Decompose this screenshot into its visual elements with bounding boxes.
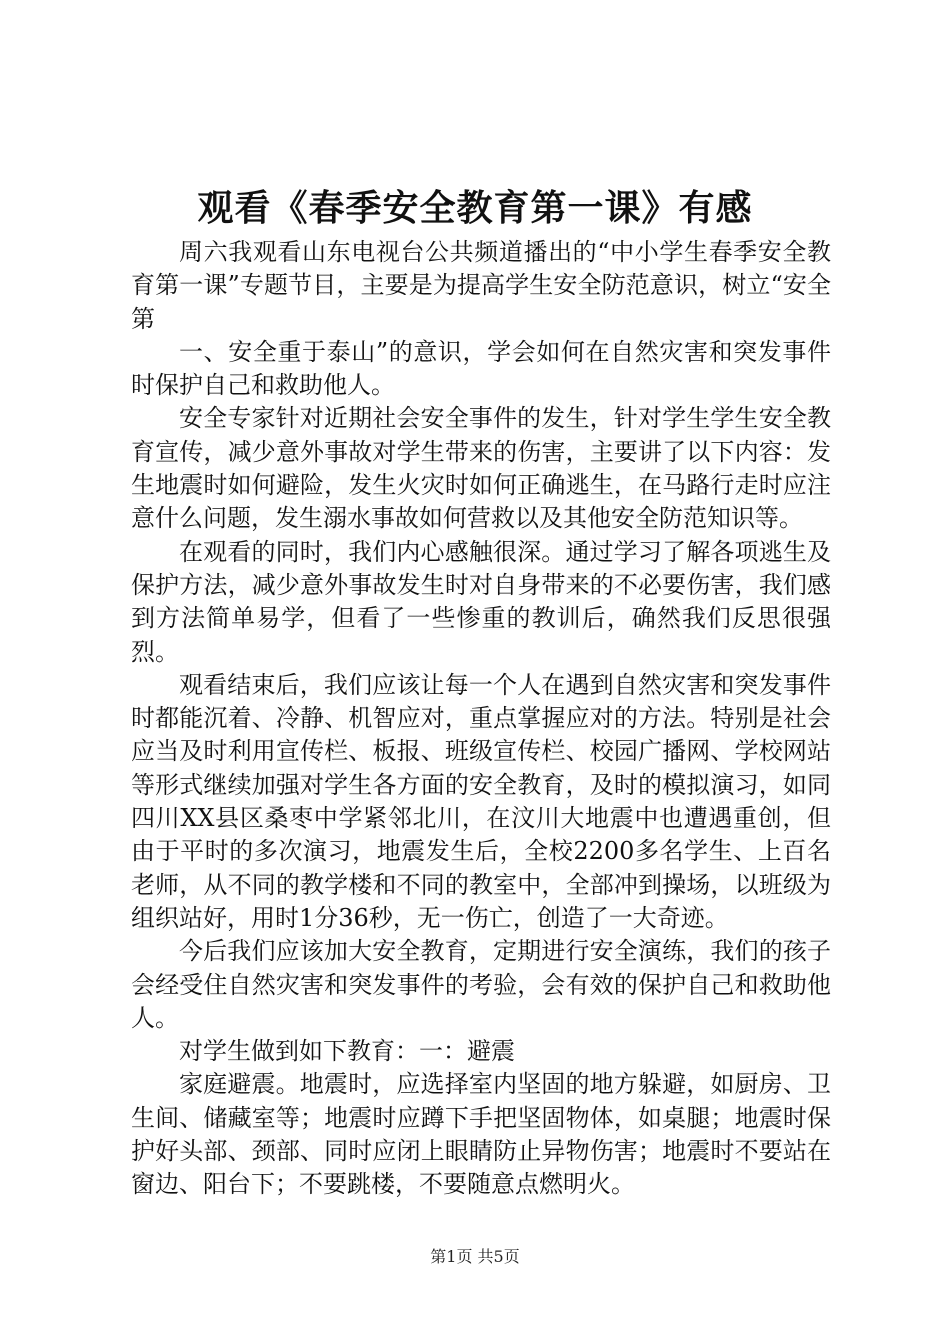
page-footer: 第1页 共5页 (430, 1247, 520, 1266)
document-body (131, 236, 831, 1202)
document-title: 观看《春季安全教育第一课》有感 (197, 187, 753, 229)
paragraph: 一、安全重于泰山”的意识，学会如何在自然灾害和突发事件时保护自己和救助他人。 (131, 337, 831, 400)
paragraph: 观看结束后，我们应该让每一个人在遇到自然灾害和突发事件时都能沉着、冷静、机智应对，重点掌握应对的方法。特别是社会应当及时利用宣传栏、板报、班级宣传栏、校园广播网、学校网站等形式继续加强对学生各方面的安全教育，及时的模拟演习，如同四川XX县区桑枣中学紧邻北川，在汶川大地震中也遭遇重创，但由于平时的多次演习，地震发生后，全校2200多名学生、上百名老师，从不同的教学楼和不同的教室中，全部冲到操场，以班级为组织站好，用时1分36秒，无一伤亡，创造了一大奇迹。 (131, 670, 831, 932)
paragraph: 家庭避震。地震时，应选择室内坚固的地方躲避，如厨房、卫生间、储藏室等；地震时应蹲下手把坚固物体，如桌腿；地震时保护好头部、颈部、同时应闭上眼睛防止异物伤害；地震时不要站在窗边、阳台下；不要跳楼，不要随意点燃明火。 (131, 1070, 831, 1199)
paragraph: 今后我们应该加大安全教育，定期进行安全演练，我们的孩子会经受住自然灾害和突发事件的考验，会有效的保护自己和救助他人。 (131, 937, 831, 1032)
paragraph: 周六我观看山东电视台公共频道播出的“中小学生春季安全教育第一课”专题节目，主要是为提高学生安全防范意识，树立“安全第 (131, 238, 831, 333)
paragraph: 安全专家针对近期社会安全事件的发生，针对学生学生安全教育宣传，减少意外事故对学生带来的伤害，主要讲了以下内容：发生地震时如何避险，发生火灾时如何正确逃生，在马路行走时应注意什么问题，发生溺水事故如何营救以及其他安全防范知识等。 (131, 404, 831, 533)
paragraph: 对学生做到如下教育：一：避震 (179, 1037, 515, 1066)
paragraph: 在观看的同时，我们内心感触很深。通过学习了解各项逃生及保护方法，减少意外事故发生时对自身带来的不必要伤害，我们感到方法简单易学，但看了一些惨重的教训后，确然我们反思很强烈。 (131, 537, 831, 666)
